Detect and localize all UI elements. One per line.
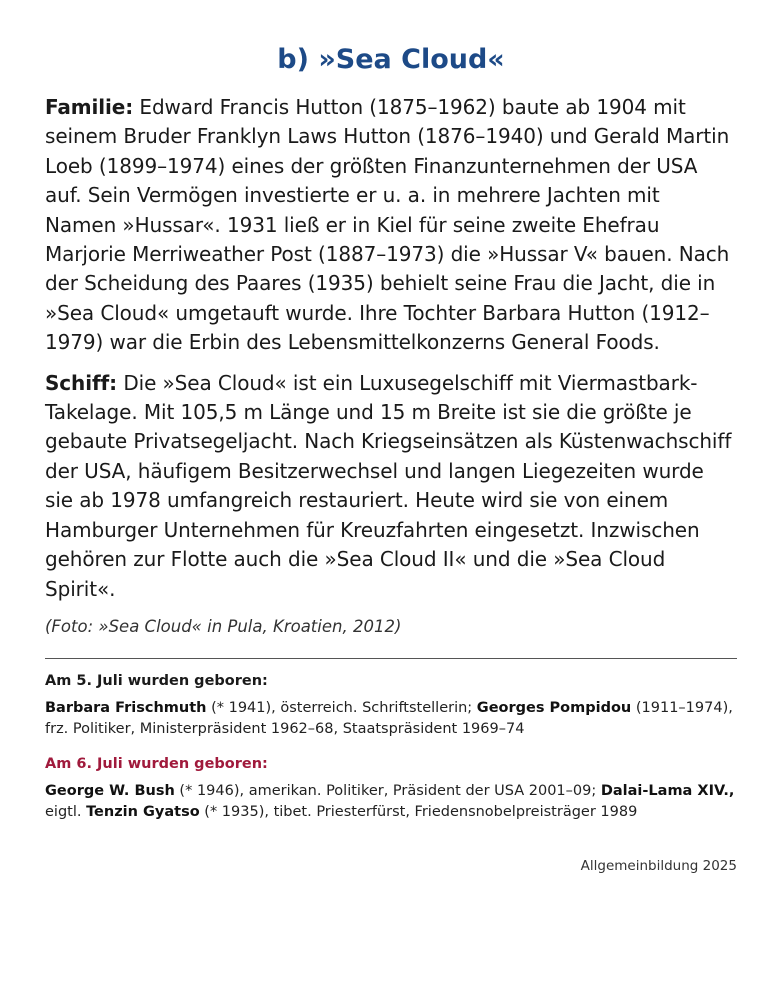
person-name: George W. Bush (45, 782, 175, 799)
photo-caption: (Foto: »Sea Cloud« in Pula, Kroatien, 2012) (45, 616, 402, 636)
page-title: b) »Sea Cloud« (277, 44, 505, 75)
person-name: Georges Pompidou (476, 699, 632, 716)
person-details: (* 1935), tibet. Priesterfürst, Friedensnobelpreisträger 1989 (199, 804, 638, 821)
birthdays-july-5-text (45, 698, 737, 741)
familie-paragraph (45, 93, 737, 358)
birthdays-july-6 (45, 753, 737, 824)
birthdays-july-5 (45, 670, 737, 741)
schiff-paragraph (45, 369, 737, 604)
familie-label: Familie: (45, 95, 134, 119)
familie-text: Edward Francis Hutton (1875–1962) baute ab 1904 mit seinem Bruder Franklyn Laws Hutton (1876–1940) und Gerald Martin Loeb (1899–1974) eines der größten Finanzunternehmen der USA auf. Sein Vermögen investierte er u. a. in mehrere Jachten mit Namen »Hussar«. 1931 ließ er in Kiel für seine zweite Ehefrau Marjorie Merriweather Post (1887–1973) die »Hussar V« bauen. Nach der Scheidung des Paares (1935) behielt seine Frau die Jacht, die in »Sea Cloud« umgetauft wurde. Ihre Tochter Barbara Hutton (1912–1979) war die Erbin des Lebensmittelkonzerns General Foods. (45, 95, 730, 355)
footer-publication: Allgemeinbildung 2025 (580, 858, 737, 874)
person-details: (1911–1974), frz. Politiker, Ministerpräsident 1962–68, Staatspräsident 1969–74 (45, 699, 733, 738)
birthdays-july-6-text (45, 781, 737, 824)
person-name: Dalai-Lama XIV., (600, 782, 735, 799)
section-divider (45, 658, 737, 659)
schiff-text: Die »Sea Cloud« ist ein Luxusegelschiff mit Viermastbark-Takelage. Mit 105,5 m Länge und 15 m Breite ist sie die größte je gebaute Privatsegeljacht. Nach Kriegseinsätzen als Küstenwachschiff der USA, häufigem Besitzerwechsel und langen Liegezeiten wurde sie ab 1978 umfangreich restauriert. Heute wird sie von einem Hamburger Unternehmen für Kreuzfahrten eingesetzt. Inzwischen gehören zur Flotte auch die »Sea Cloud II« und die »Sea Cloud Spirit«. (45, 370, 732, 601)
person-name: Tenzin Gyatso (86, 804, 200, 821)
person-details: eigtl. (45, 804, 87, 821)
schiff-label: Schiff: (45, 370, 118, 395)
person-name: Barbara Frischmuth (45, 699, 207, 716)
birthdays-july-5-heading: Am 5. Juli wurden geboren: (45, 672, 268, 689)
birthdays-july-6-heading: Am 6. Juli wurden geboren: (45, 755, 268, 772)
person-details: (* 1941), österreich. Schriftstellerin; (206, 699, 477, 716)
person-details: (* 1946), amerikan. Politiker, Präsident der USA 2001–09; (174, 782, 601, 799)
